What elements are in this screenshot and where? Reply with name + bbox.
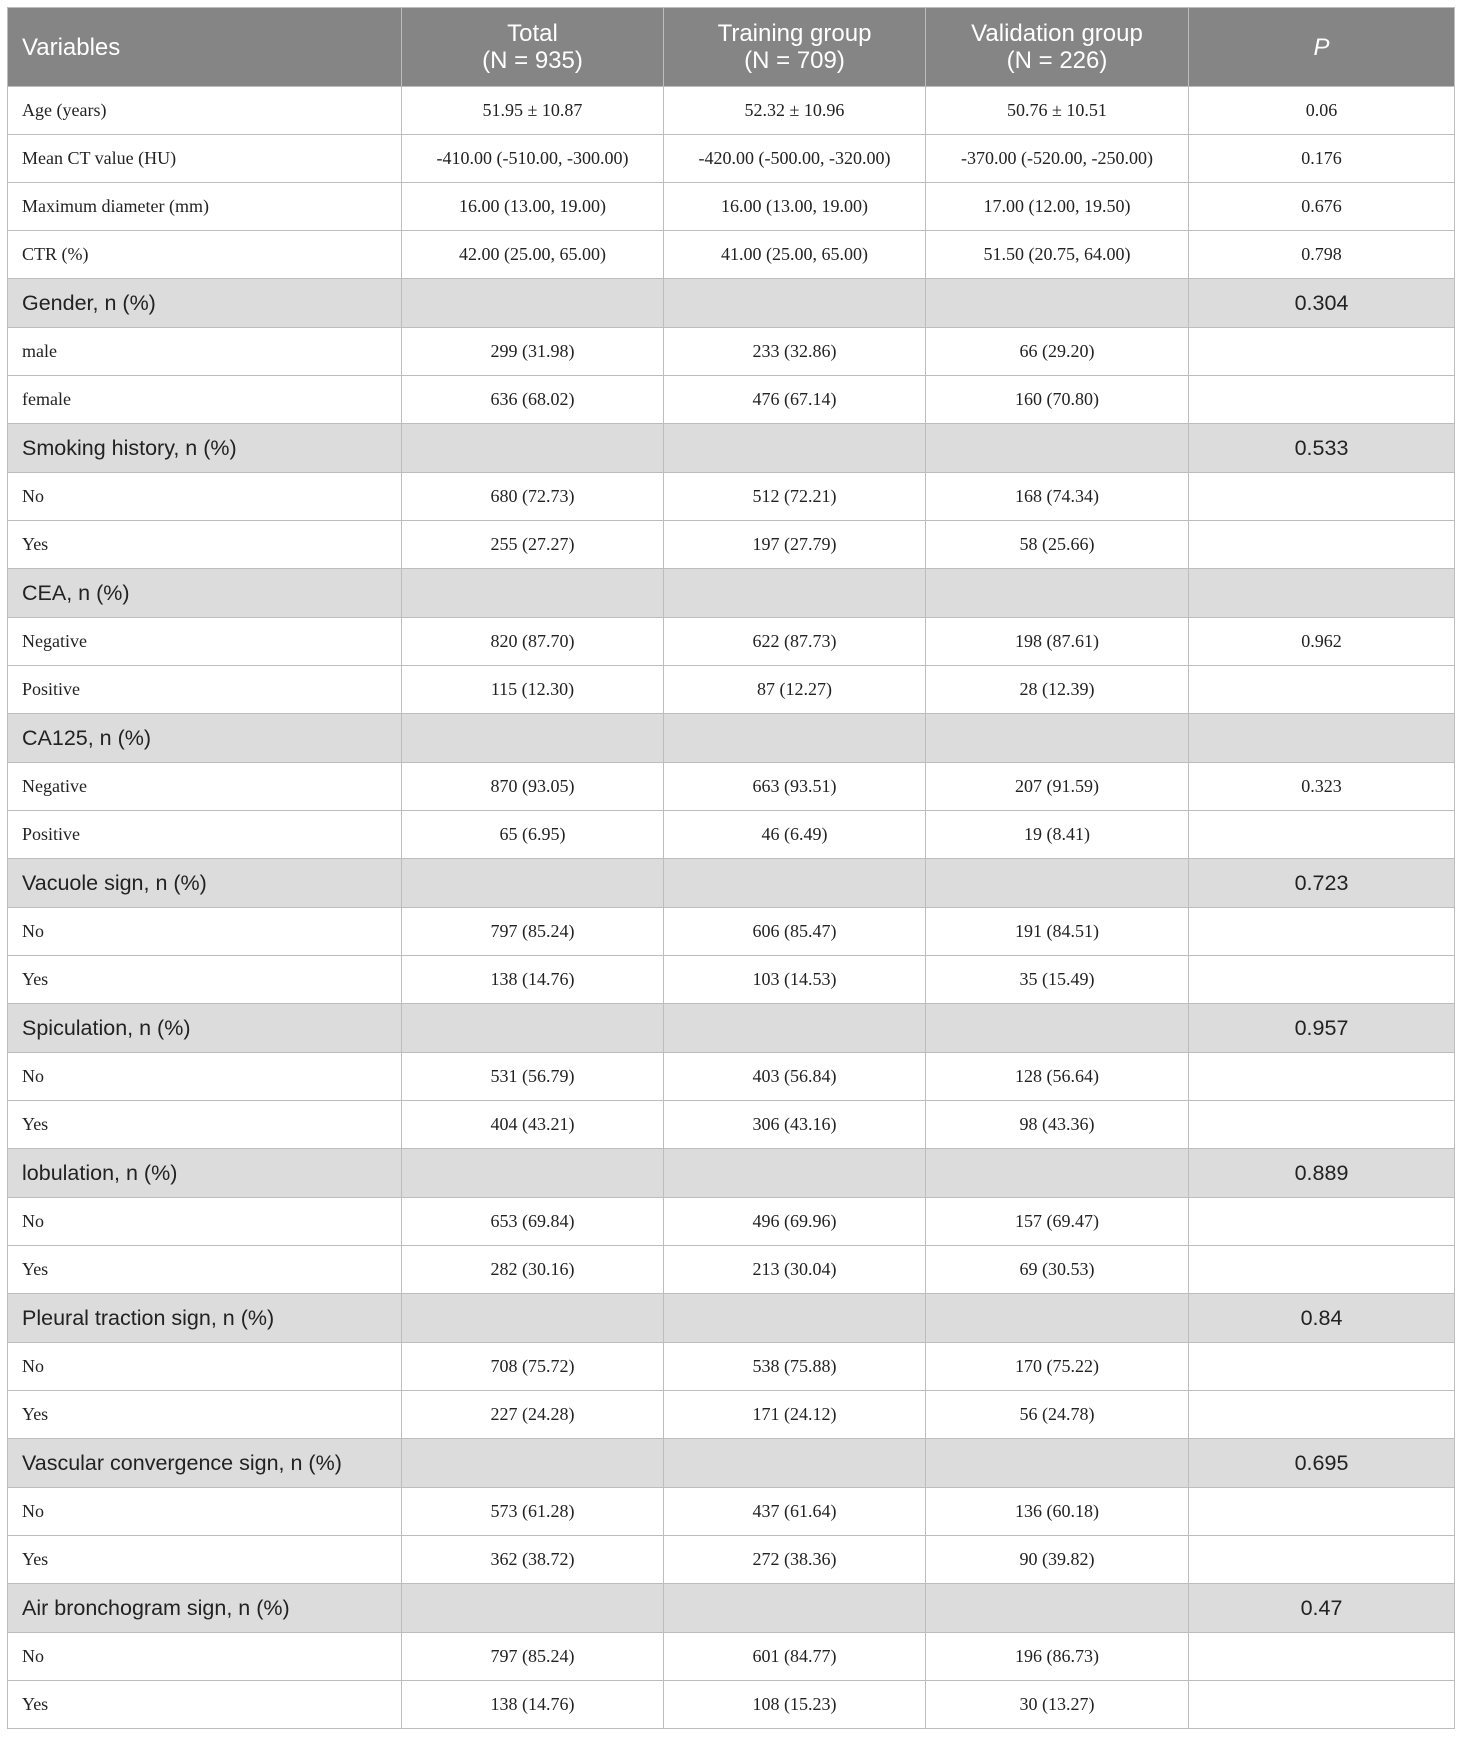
cell-total: 636 (68.02) <box>402 376 664 424</box>
cell-p-value: 0.176 <box>1189 135 1455 183</box>
cell-total: 65 (6.95) <box>402 811 664 859</box>
cell-training <box>664 859 926 908</box>
cell-validation <box>926 859 1189 908</box>
cell-p-value <box>1189 1633 1455 1681</box>
cell-variable: Smoking history, n (%) <box>8 424 402 473</box>
cell-training <box>664 424 926 473</box>
cell-total: 227 (24.28) <box>402 1391 664 1439</box>
cell-validation <box>926 1149 1189 1198</box>
table-row <box>8 87 1455 135</box>
section-header-row <box>8 714 1455 763</box>
cell-total: 680 (72.73) <box>402 473 664 521</box>
cell-total <box>402 1149 664 1198</box>
section-header-row <box>8 279 1455 328</box>
section-header-row <box>8 1294 1455 1343</box>
cell-p-value <box>1189 1681 1455 1729</box>
cell-variable: Spiculation, n (%) <box>8 1004 402 1053</box>
cell-training: 606 (85.47) <box>664 908 926 956</box>
section-header-row <box>8 424 1455 473</box>
cell-training: 437 (61.64) <box>664 1488 926 1536</box>
cell-training: 601 (84.77) <box>664 1633 926 1681</box>
cell-validation: 35 (15.49) <box>926 956 1189 1004</box>
cell-validation <box>926 714 1189 763</box>
table-row <box>8 135 1455 183</box>
cell-variable: No <box>8 1343 402 1391</box>
cell-training: 52.32 ± 10.96 <box>664 87 926 135</box>
cell-p-value <box>1189 1488 1455 1536</box>
cell-validation: 170 (75.22) <box>926 1343 1189 1391</box>
cell-variable: Yes <box>8 1391 402 1439</box>
cell-training <box>664 279 926 328</box>
cell-p-value <box>1189 666 1455 714</box>
cell-validation: 51.50 (20.75, 64.00) <box>926 231 1189 279</box>
cell-p-value <box>1189 1198 1455 1246</box>
cell-variable: CTR (%) <box>8 231 402 279</box>
cell-variable: Yes <box>8 1536 402 1584</box>
cell-total: 797 (85.24) <box>402 908 664 956</box>
header-training-n: (N = 709) <box>744 47 845 74</box>
cell-p-value <box>1189 714 1455 763</box>
table-row <box>8 231 1455 279</box>
cell-variable: CA125, n (%) <box>8 714 402 763</box>
cell-variable: Yes <box>8 1681 402 1729</box>
cell-training <box>664 569 926 618</box>
cell-training: -420.00 (-500.00, -320.00) <box>664 135 926 183</box>
table-row <box>8 183 1455 231</box>
section-header-row <box>8 1439 1455 1488</box>
table-row <box>8 376 1455 424</box>
cell-p-value: 0.533 <box>1189 424 1455 473</box>
table-row <box>8 1391 1455 1439</box>
cell-variable: No <box>8 473 402 521</box>
header-validation <box>926 8 1189 87</box>
baseline-characteristics-table <box>7 7 1455 1729</box>
cell-p-value <box>1189 376 1455 424</box>
header-p-value: P <box>1189 8 1455 87</box>
cell-validation: 19 (8.41) <box>926 811 1189 859</box>
cell-total: 362 (38.72) <box>402 1536 664 1584</box>
cell-variable: male <box>8 328 402 376</box>
cell-p-value: 0.06 <box>1189 87 1455 135</box>
cell-validation: 136 (60.18) <box>926 1488 1189 1536</box>
cell-training: 87 (12.27) <box>664 666 926 714</box>
cell-training: 663 (93.51) <box>664 763 926 811</box>
cell-validation: 198 (87.61) <box>926 618 1189 666</box>
cell-p-value <box>1189 473 1455 521</box>
table-row <box>8 1053 1455 1101</box>
cell-p-value <box>1189 521 1455 569</box>
cell-validation: 69 (30.53) <box>926 1246 1189 1294</box>
cell-variable: No <box>8 1053 402 1101</box>
cell-variable: No <box>8 1198 402 1246</box>
cell-validation <box>926 1004 1189 1053</box>
table-row <box>8 1198 1455 1246</box>
cell-validation: 98 (43.36) <box>926 1101 1189 1149</box>
cell-variable: Air bronchogram sign, n (%) <box>8 1584 402 1633</box>
cell-training: 103 (14.53) <box>664 956 926 1004</box>
section-header-row <box>8 1004 1455 1053</box>
table-row <box>8 908 1455 956</box>
cell-total: 797 (85.24) <box>402 1633 664 1681</box>
cell-total: 51.95 ± 10.87 <box>402 87 664 135</box>
cell-total: 138 (14.76) <box>402 1681 664 1729</box>
cell-validation <box>926 1584 1189 1633</box>
cell-total: 255 (27.27) <box>402 521 664 569</box>
header-training-title: Training group <box>717 20 872 47</box>
cell-validation: 207 (91.59) <box>926 763 1189 811</box>
cell-variable: Yes <box>8 1246 402 1294</box>
header-validation-title: Validation group <box>971 20 1143 47</box>
cell-variable: Gender, n (%) <box>8 279 402 328</box>
cell-p-value <box>1189 1053 1455 1101</box>
table-row <box>8 521 1455 569</box>
table-row <box>8 1633 1455 1681</box>
cell-variable: Yes <box>8 521 402 569</box>
cell-training: 197 (27.79) <box>664 521 926 569</box>
cell-training <box>664 1149 926 1198</box>
cell-validation: 17.00 (12.00, 19.50) <box>926 183 1189 231</box>
table-row <box>8 1343 1455 1391</box>
cell-total <box>402 279 664 328</box>
cell-total <box>402 424 664 473</box>
cell-validation: -370.00 (-520.00, -250.00) <box>926 135 1189 183</box>
header-total-n: (N = 935) <box>482 47 583 74</box>
cell-p-value <box>1189 811 1455 859</box>
cell-variable: Negative <box>8 763 402 811</box>
cell-variable: CEA, n (%) <box>8 569 402 618</box>
cell-validation <box>926 424 1189 473</box>
cell-total: 138 (14.76) <box>402 956 664 1004</box>
cell-training <box>664 1294 926 1343</box>
table-row <box>8 1488 1455 1536</box>
cell-total: 299 (31.98) <box>402 328 664 376</box>
table-row <box>8 1536 1455 1584</box>
cell-training: 41.00 (25.00, 65.00) <box>664 231 926 279</box>
table-header <box>8 8 1455 87</box>
cell-training: 622 (87.73) <box>664 618 926 666</box>
cell-training: 476 (67.14) <box>664 376 926 424</box>
table-row <box>8 618 1455 666</box>
cell-total: 16.00 (13.00, 19.00) <box>402 183 664 231</box>
cell-validation: 50.76 ± 10.51 <box>926 87 1189 135</box>
cell-variable: Yes <box>8 956 402 1004</box>
cell-total: 42.00 (25.00, 65.00) <box>402 231 664 279</box>
cell-validation <box>926 1294 1189 1343</box>
cell-total <box>402 714 664 763</box>
cell-validation: 58 (25.66) <box>926 521 1189 569</box>
table-row <box>8 956 1455 1004</box>
cell-variable: Negative <box>8 618 402 666</box>
cell-total <box>402 1439 664 1488</box>
cell-p-value: 0.304 <box>1189 279 1455 328</box>
cell-validation: 56 (24.78) <box>926 1391 1189 1439</box>
header-validation-n: (N = 226) <box>1006 47 1108 74</box>
header-total-title: Total <box>507 20 558 47</box>
header-variables: Variables <box>8 8 402 87</box>
section-header-row <box>8 569 1455 618</box>
table-row <box>8 473 1455 521</box>
cell-p-value: 0.957 <box>1189 1004 1455 1053</box>
cell-variable: No <box>8 1488 402 1536</box>
cell-training: 16.00 (13.00, 19.00) <box>664 183 926 231</box>
cell-p-value <box>1189 1343 1455 1391</box>
cell-training: 46 (6.49) <box>664 811 926 859</box>
cell-p-value: 0.47 <box>1189 1584 1455 1633</box>
header-row <box>8 8 1455 87</box>
cell-p-value <box>1189 908 1455 956</box>
cell-training: 171 (24.12) <box>664 1391 926 1439</box>
cell-total <box>402 1004 664 1053</box>
cell-p-value: 0.723 <box>1189 859 1455 908</box>
cell-training: 496 (69.96) <box>664 1198 926 1246</box>
cell-validation <box>926 1439 1189 1488</box>
cell-p-value <box>1189 1246 1455 1294</box>
section-header-row <box>8 1584 1455 1633</box>
cell-validation: 30 (13.27) <box>926 1681 1189 1729</box>
cell-total: 573 (61.28) <box>402 1488 664 1536</box>
cell-variable: No <box>8 908 402 956</box>
baseline-characteristics-table-container <box>7 7 1454 1729</box>
cell-p-value <box>1189 569 1455 618</box>
cell-variable: Vascular convergence sign, n (%) <box>8 1439 402 1488</box>
cell-validation <box>926 569 1189 618</box>
section-header-row <box>8 859 1455 908</box>
cell-training: 272 (38.36) <box>664 1536 926 1584</box>
cell-validation <box>926 279 1189 328</box>
cell-training: 108 (15.23) <box>664 1681 926 1729</box>
cell-p-value: 0.323 <box>1189 763 1455 811</box>
cell-p-value: 0.889 <box>1189 1149 1455 1198</box>
cell-total <box>402 1584 664 1633</box>
cell-total: 531 (56.79) <box>402 1053 664 1101</box>
cell-total: -410.00 (-510.00, -300.00) <box>402 135 664 183</box>
cell-total: 820 (87.70) <box>402 618 664 666</box>
cell-training: 233 (32.86) <box>664 328 926 376</box>
cell-validation: 196 (86.73) <box>926 1633 1189 1681</box>
table-row <box>8 1246 1455 1294</box>
cell-total: 708 (75.72) <box>402 1343 664 1391</box>
table-row <box>8 811 1455 859</box>
cell-variable: Yes <box>8 1101 402 1149</box>
cell-p-value <box>1189 1536 1455 1584</box>
cell-validation: 157 (69.47) <box>926 1198 1189 1246</box>
cell-variable: Maximum diameter (mm) <box>8 183 402 231</box>
table-body <box>8 87 1455 1729</box>
cell-variable: Vacuole sign, n (%) <box>8 859 402 908</box>
cell-p-value <box>1189 1391 1455 1439</box>
cell-p-value: 0.676 <box>1189 183 1455 231</box>
cell-validation: 191 (84.51) <box>926 908 1189 956</box>
cell-variable: Age (years) <box>8 87 402 135</box>
cell-total <box>402 1294 664 1343</box>
cell-p-value <box>1189 956 1455 1004</box>
cell-variable: Positive <box>8 666 402 714</box>
cell-p-value: 0.84 <box>1189 1294 1455 1343</box>
table-row <box>8 666 1455 714</box>
cell-p-value: 0.798 <box>1189 231 1455 279</box>
cell-total: 870 (93.05) <box>402 763 664 811</box>
cell-p-value <box>1189 328 1455 376</box>
cell-validation: 90 (39.82) <box>926 1536 1189 1584</box>
cell-variable: female <box>8 376 402 424</box>
cell-total <box>402 859 664 908</box>
cell-training: 512 (72.21) <box>664 473 926 521</box>
cell-p-value: 0.962 <box>1189 618 1455 666</box>
cell-validation: 160 (70.80) <box>926 376 1189 424</box>
cell-total: 404 (43.21) <box>402 1101 664 1149</box>
cell-training <box>664 714 926 763</box>
header-training <box>664 8 926 87</box>
cell-training: 306 (43.16) <box>664 1101 926 1149</box>
cell-variable: No <box>8 1633 402 1681</box>
cell-validation: 128 (56.64) <box>926 1053 1189 1101</box>
cell-variable: Positive <box>8 811 402 859</box>
cell-training: 538 (75.88) <box>664 1343 926 1391</box>
cell-variable: Mean CT value (HU) <box>8 135 402 183</box>
cell-variable: lobulation, n (%) <box>8 1149 402 1198</box>
cell-training <box>664 1584 926 1633</box>
cell-training <box>664 1004 926 1053</box>
cell-total: 115 (12.30) <box>402 666 664 714</box>
header-total <box>402 8 664 87</box>
table-row <box>8 1101 1455 1149</box>
cell-validation: 168 (74.34) <box>926 473 1189 521</box>
cell-total: 282 (30.16) <box>402 1246 664 1294</box>
cell-training: 213 (30.04) <box>664 1246 926 1294</box>
cell-validation: 66 (29.20) <box>926 328 1189 376</box>
cell-validation: 28 (12.39) <box>926 666 1189 714</box>
section-header-row <box>8 1149 1455 1198</box>
cell-p-value <box>1189 1101 1455 1149</box>
cell-p-value: 0.695 <box>1189 1439 1455 1488</box>
cell-variable: Pleural traction sign, n (%) <box>8 1294 402 1343</box>
table-row <box>8 1681 1455 1729</box>
table-row <box>8 763 1455 811</box>
cell-total: 653 (69.84) <box>402 1198 664 1246</box>
cell-training: 403 (56.84) <box>664 1053 926 1101</box>
table-row <box>8 328 1455 376</box>
cell-training <box>664 1439 926 1488</box>
cell-total <box>402 569 664 618</box>
